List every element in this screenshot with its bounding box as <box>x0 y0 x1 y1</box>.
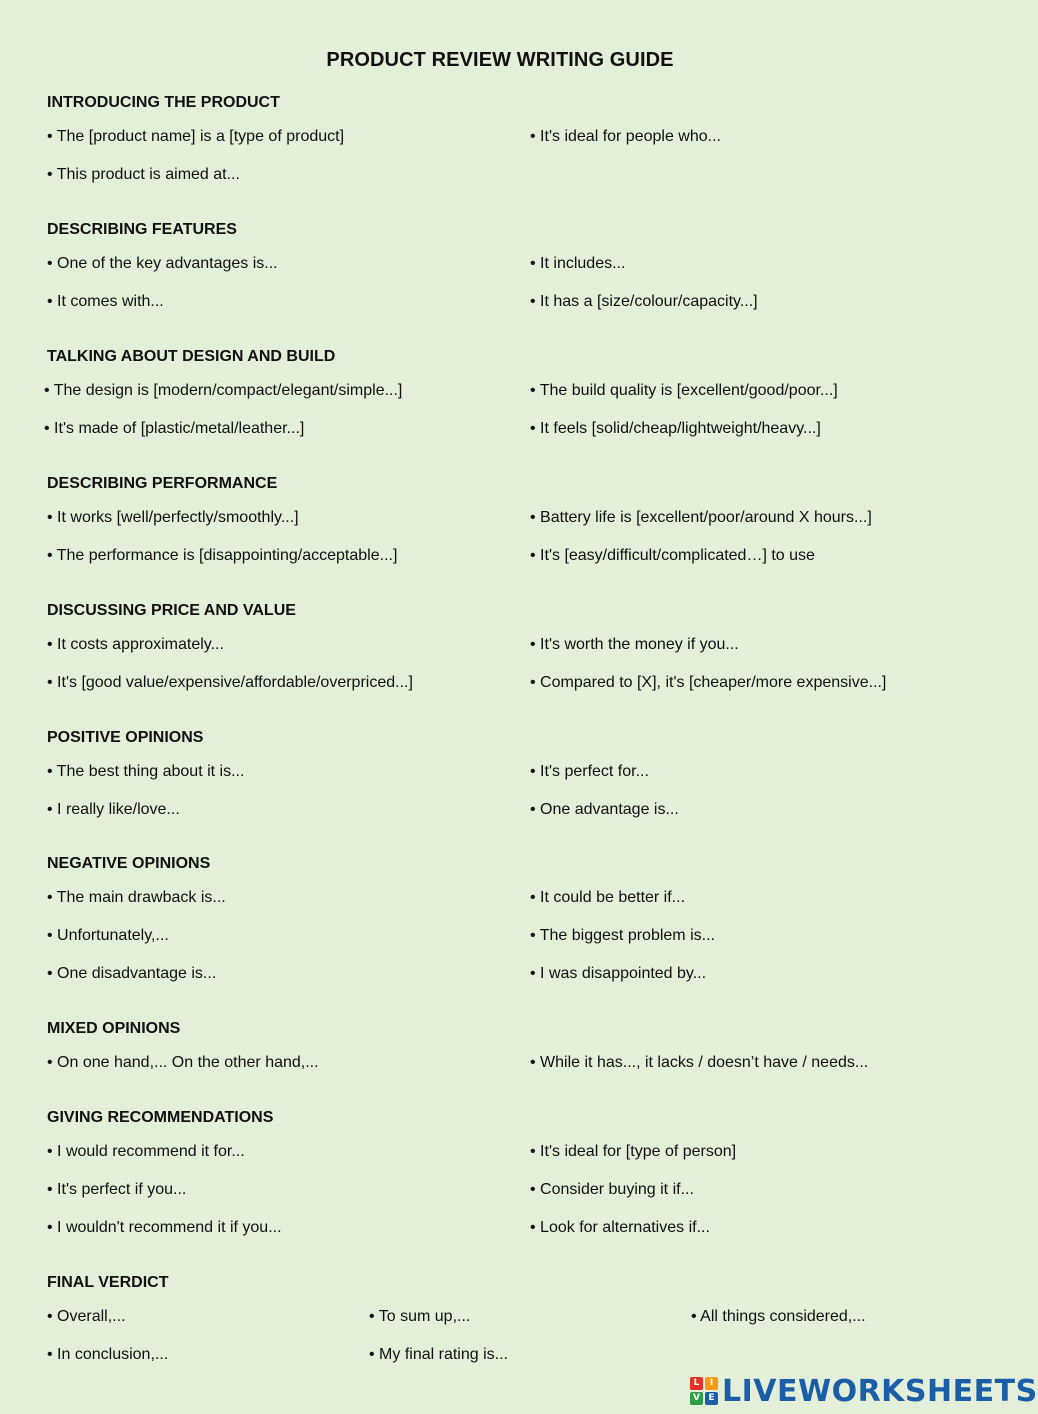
phrase-item: • It's worth the money if you... <box>530 636 739 653</box>
logo-mark-icon <box>690 1377 718 1405</box>
phrase-item: • I was disappointed by... <box>530 965 707 982</box>
phrase-row <box>47 1180 947 1218</box>
phrase-item: • This product is aimed at... <box>47 166 240 183</box>
phrase-row <box>47 926 947 964</box>
phrase-row <box>47 508 947 546</box>
phrase-item: • It comes with... <box>47 293 164 310</box>
phrase-item: • While it has..., it lacks / doesn’t have / needs... <box>530 1054 869 1071</box>
phrase-item: • Unfortunately,... <box>47 927 169 944</box>
phrase-item: • It feels [solid/cheap/lightweight/heavy...] <box>530 420 821 437</box>
section-heading: NEGATIVE OPINIONS <box>47 855 211 872</box>
liveworksheets-logo <box>690 1373 1038 1409</box>
phrase-item: • It could be better if... <box>530 889 686 906</box>
phrase-item: • The best thing about it is... <box>47 763 245 780</box>
phrase-row <box>47 1307 947 1345</box>
phrase-row <box>47 762 947 800</box>
logo-mark-cell: L <box>690 1377 703 1390</box>
phrase-row <box>47 546 947 584</box>
section-final-verdict <box>47 1272 947 1383</box>
phrase-item: • In conclusion,... <box>47 1346 169 1363</box>
section-recommendations <box>47 1107 947 1256</box>
section-heading: DESCRIBING PERFORMANCE <box>47 475 278 492</box>
phrase-row <box>44 419 947 457</box>
phrase-row <box>47 888 947 926</box>
phrase-item: • Consider buying it if... <box>530 1181 694 1198</box>
phrase-item: • It's ideal for [type of person] <box>530 1143 737 1160</box>
section-heading: DISCUSSING PRICE AND VALUE <box>47 602 296 619</box>
logo-mark-cell: I <box>705 1377 718 1390</box>
phrase-item: • To sum up,... <box>369 1308 471 1325</box>
phrase-row <box>47 127 947 165</box>
section-mixed-opinions <box>47 1018 947 1091</box>
phrase-item: • It's perfect for... <box>530 763 649 780</box>
logo-mark-cell: V <box>690 1392 703 1405</box>
phrase-item: • On one hand,... On the other hand,... <box>47 1054 319 1071</box>
section-heading: DESCRIBING FEATURES <box>47 221 237 238</box>
phrase-item: • It's [easy/difficult/complicated…] to use <box>530 547 815 564</box>
phrase-item: • Overall,... <box>47 1308 126 1325</box>
phrase-item: • It has a [size/colour/capacity...] <box>530 293 758 310</box>
phrase-item: • It works [well/perfectly/smoothly...] <box>47 509 299 526</box>
phrase-item: • The design is [modern/compact/elegant/simple...] <box>44 382 403 399</box>
phrase-item: • The [product name] is a [type of product] <box>47 128 345 145</box>
phrase-row <box>47 635 947 673</box>
phrase-item: • Battery life is [excellent/poor/around X hours...] <box>530 509 872 526</box>
phrase-row <box>47 1218 947 1256</box>
section-heading: POSITIVE OPINIONS <box>47 729 204 746</box>
phrase-item: • It's [good value/expensive/affordable/overpriced...] <box>47 674 413 691</box>
section-heading: INTRODUCING THE PRODUCT <box>47 94 280 111</box>
phrase-item: • Look for alternatives if... <box>530 1219 710 1236</box>
phrase-row <box>44 381 947 419</box>
section-heading: MIXED OPINIONS <box>47 1020 181 1037</box>
phrase-row <box>47 254 947 292</box>
logo-text: LIVEWORKSHEETS <box>722 1373 1038 1409</box>
section-heading: GIVING RECOMMENDATIONS <box>47 1109 274 1126</box>
section-positive-opinions <box>47 727 947 838</box>
phrase-item: • The biggest problem is... <box>530 927 715 944</box>
phrase-item: • One of the key advantages is... <box>47 255 278 272</box>
phrase-item: • One disadvantage is... <box>47 965 217 982</box>
phrase-item: • Compared to [X], it's [cheaper/more expensive...] <box>530 674 887 691</box>
phrase-item: • The main drawback is... <box>47 889 226 906</box>
section-heading: FINAL VERDICT <box>47 1274 169 1291</box>
phrase-item: • The performance is [disappointing/acceptable...] <box>47 547 398 564</box>
phrase-item: • It's made of [plastic/metal/leather...] <box>44 420 305 437</box>
phrase-item: • My final rating is... <box>369 1346 508 1363</box>
phrase-item: • It's ideal for people who... <box>530 128 721 145</box>
phrase-item: • All things considered,... <box>691 1308 866 1325</box>
phrase-item: • I would recommend it for... <box>47 1143 245 1160</box>
phrase-item: • The build quality is [excellent/good/poor...] <box>530 382 838 399</box>
phrase-item: • One advantage is... <box>530 801 679 818</box>
section-describing-performance <box>47 473 947 584</box>
phrase-row <box>47 964 947 1002</box>
phrase-item: • I really like/love... <box>47 801 180 818</box>
section-describing-features <box>47 219 947 330</box>
phrase-item: • It costs approximately... <box>47 636 224 653</box>
phrase-row <box>47 800 947 838</box>
phrase-row <box>47 292 947 330</box>
logo-mark-cell: E <box>705 1392 718 1405</box>
phrase-row <box>47 1142 947 1180</box>
section-negative-opinions <box>47 853 947 1002</box>
section-heading: TALKING ABOUT DESIGN AND BUILD <box>47 348 336 365</box>
section-design-build <box>44 346 947 457</box>
phrase-item: • I wouldn't recommend it if you... <box>47 1219 282 1236</box>
phrase-item: • It includes... <box>530 255 626 272</box>
phrase-row <box>47 673 947 711</box>
section-introducing-product <box>47 92 947 203</box>
phrase-row <box>47 1053 947 1091</box>
page-title: PRODUCT REVIEW WRITING GUIDE <box>326 49 674 71</box>
phrase-item: • It's perfect if you... <box>47 1181 187 1198</box>
phrase-row <box>47 165 947 203</box>
section-price-value <box>47 600 947 711</box>
